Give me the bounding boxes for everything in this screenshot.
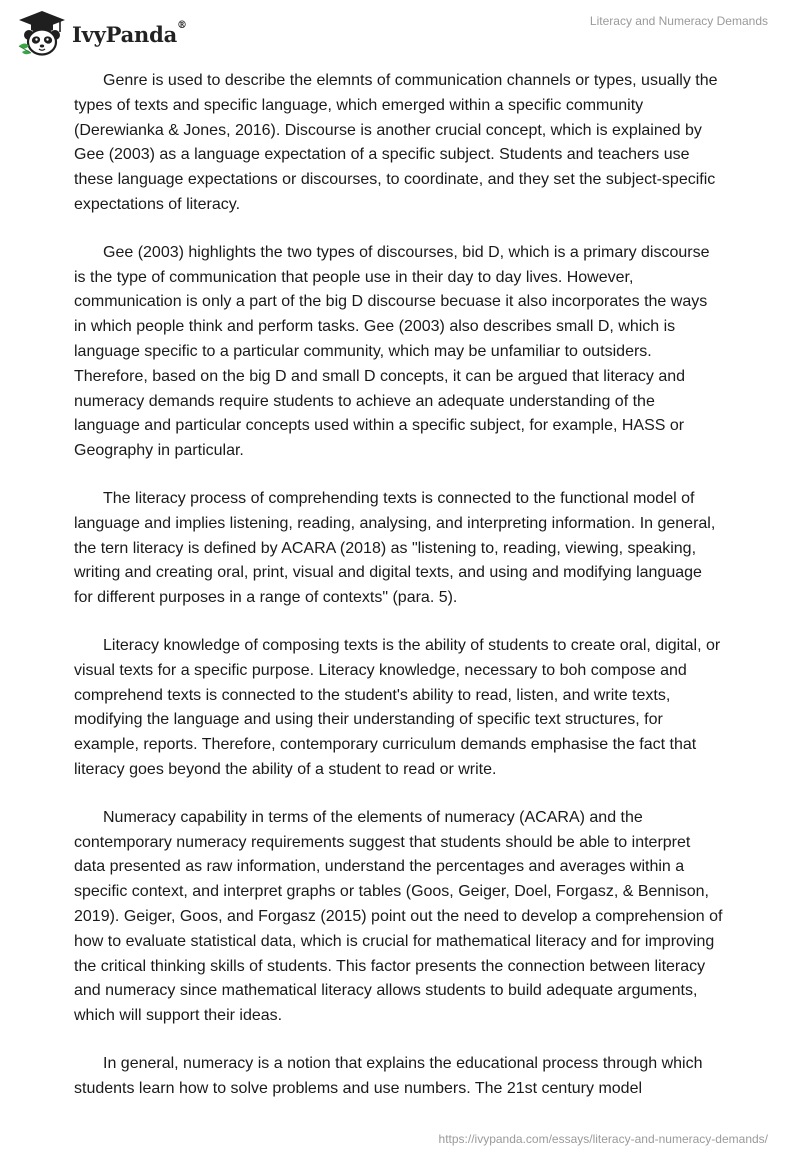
paragraph: Gee (2003) highlights the two types of discourses, bid D, which is a primary discourse is the type of communication that people use in their day to day lives. However, communication is only a part of the big D discourse becuase it also incorporates the ways in which people think and perform tasks. Gee (2003) also describes small D, which is language specific to a particular community, which may be unfamiliar to outsiders. Therefore, based on the big D and small D concepts, it can be argued that literacy and numeracy demands require students to achieve an adequate understanding of the language and particular concepts used within a specific subject, for example, HASS or Geography in particular. <box>74 243 710 460</box>
source-url[interactable]: https://ivypanda.com/essays/literacy-and-numeracy-demands/ <box>438 1132 768 1146</box>
essay-body <box>74 69 724 1124</box>
paragraph: Genre is used to describe the elemnts of communication channels or types, usually the types of texts and specific language, which emerged within a specific community (Derewianka & Jones, 2016). Discourse is another crucial concept, which is explained by Gee (2003) as a language expectation of a specific subject. Students and teachers use these language expectations or discourses, to coordinate, and they set the subject-specific expectations of literacy. <box>74 72 718 213</box>
paragraph: The literacy process of comprehending texts is connected to the functional model of language and implies listening, reading, analysing, and interpreting information. In general, the tern literacy is defined by ACARA (2018) as "listening to, reading, viewing, speaking, writing and creating oral, print, visual and digital texts, and using and modifying language for different purposes in a range of contexts" (para. 5). <box>74 489 716 607</box>
paragraph: Literacy knowledge of composing texts is the ability of students to create oral, digital, or visual texts for a specific purpose. Literacy knowledge, necessary to boh compose and comprehend texts is connected to the student's ability to read, listen, and write texts, modifying the language and using their understanding of specific text structures, for example, reports. Therefore, contemporary curriculum demands emphasise the fact that literacy goes beyond the ability of a student to read or write. <box>74 636 721 778</box>
panda-graduation-cap-icon <box>16 8 68 58</box>
ivypanda-logo[interactable] <box>16 8 187 58</box>
paragraph: Numeracy capability in terms of the elements of numeracy (ACARA) and the contemporary numeracy requirements suggest that students should be able to interpret data presented as raw information, understand the percentages and averages within a specific context, and interpret graphs or tables (Goos, Geiger, Doel, Forgasz, & Bennison, 2019). Geiger, Goos, and Forgasz (2015) point out the need to develop a comprehension of how to evaluate statistical data, which is crucial for mathematical literacy and for improving the critical thinking skills of students. This factor presents the connection between literacy and numeracy since mathematical literacy allows students to build adequate arguments, which will support their ideas. <box>74 808 723 1025</box>
page-header <box>0 0 800 64</box>
document-title: Literacy and Numeracy Demands <box>589 14 768 28</box>
paragraph: In general, numeracy is a notion that explains the educational process through which students learn how to solve problems and use numbers. The 21st century model <box>74 1054 703 1097</box>
brand-name: IvyPanda® <box>72 19 187 47</box>
